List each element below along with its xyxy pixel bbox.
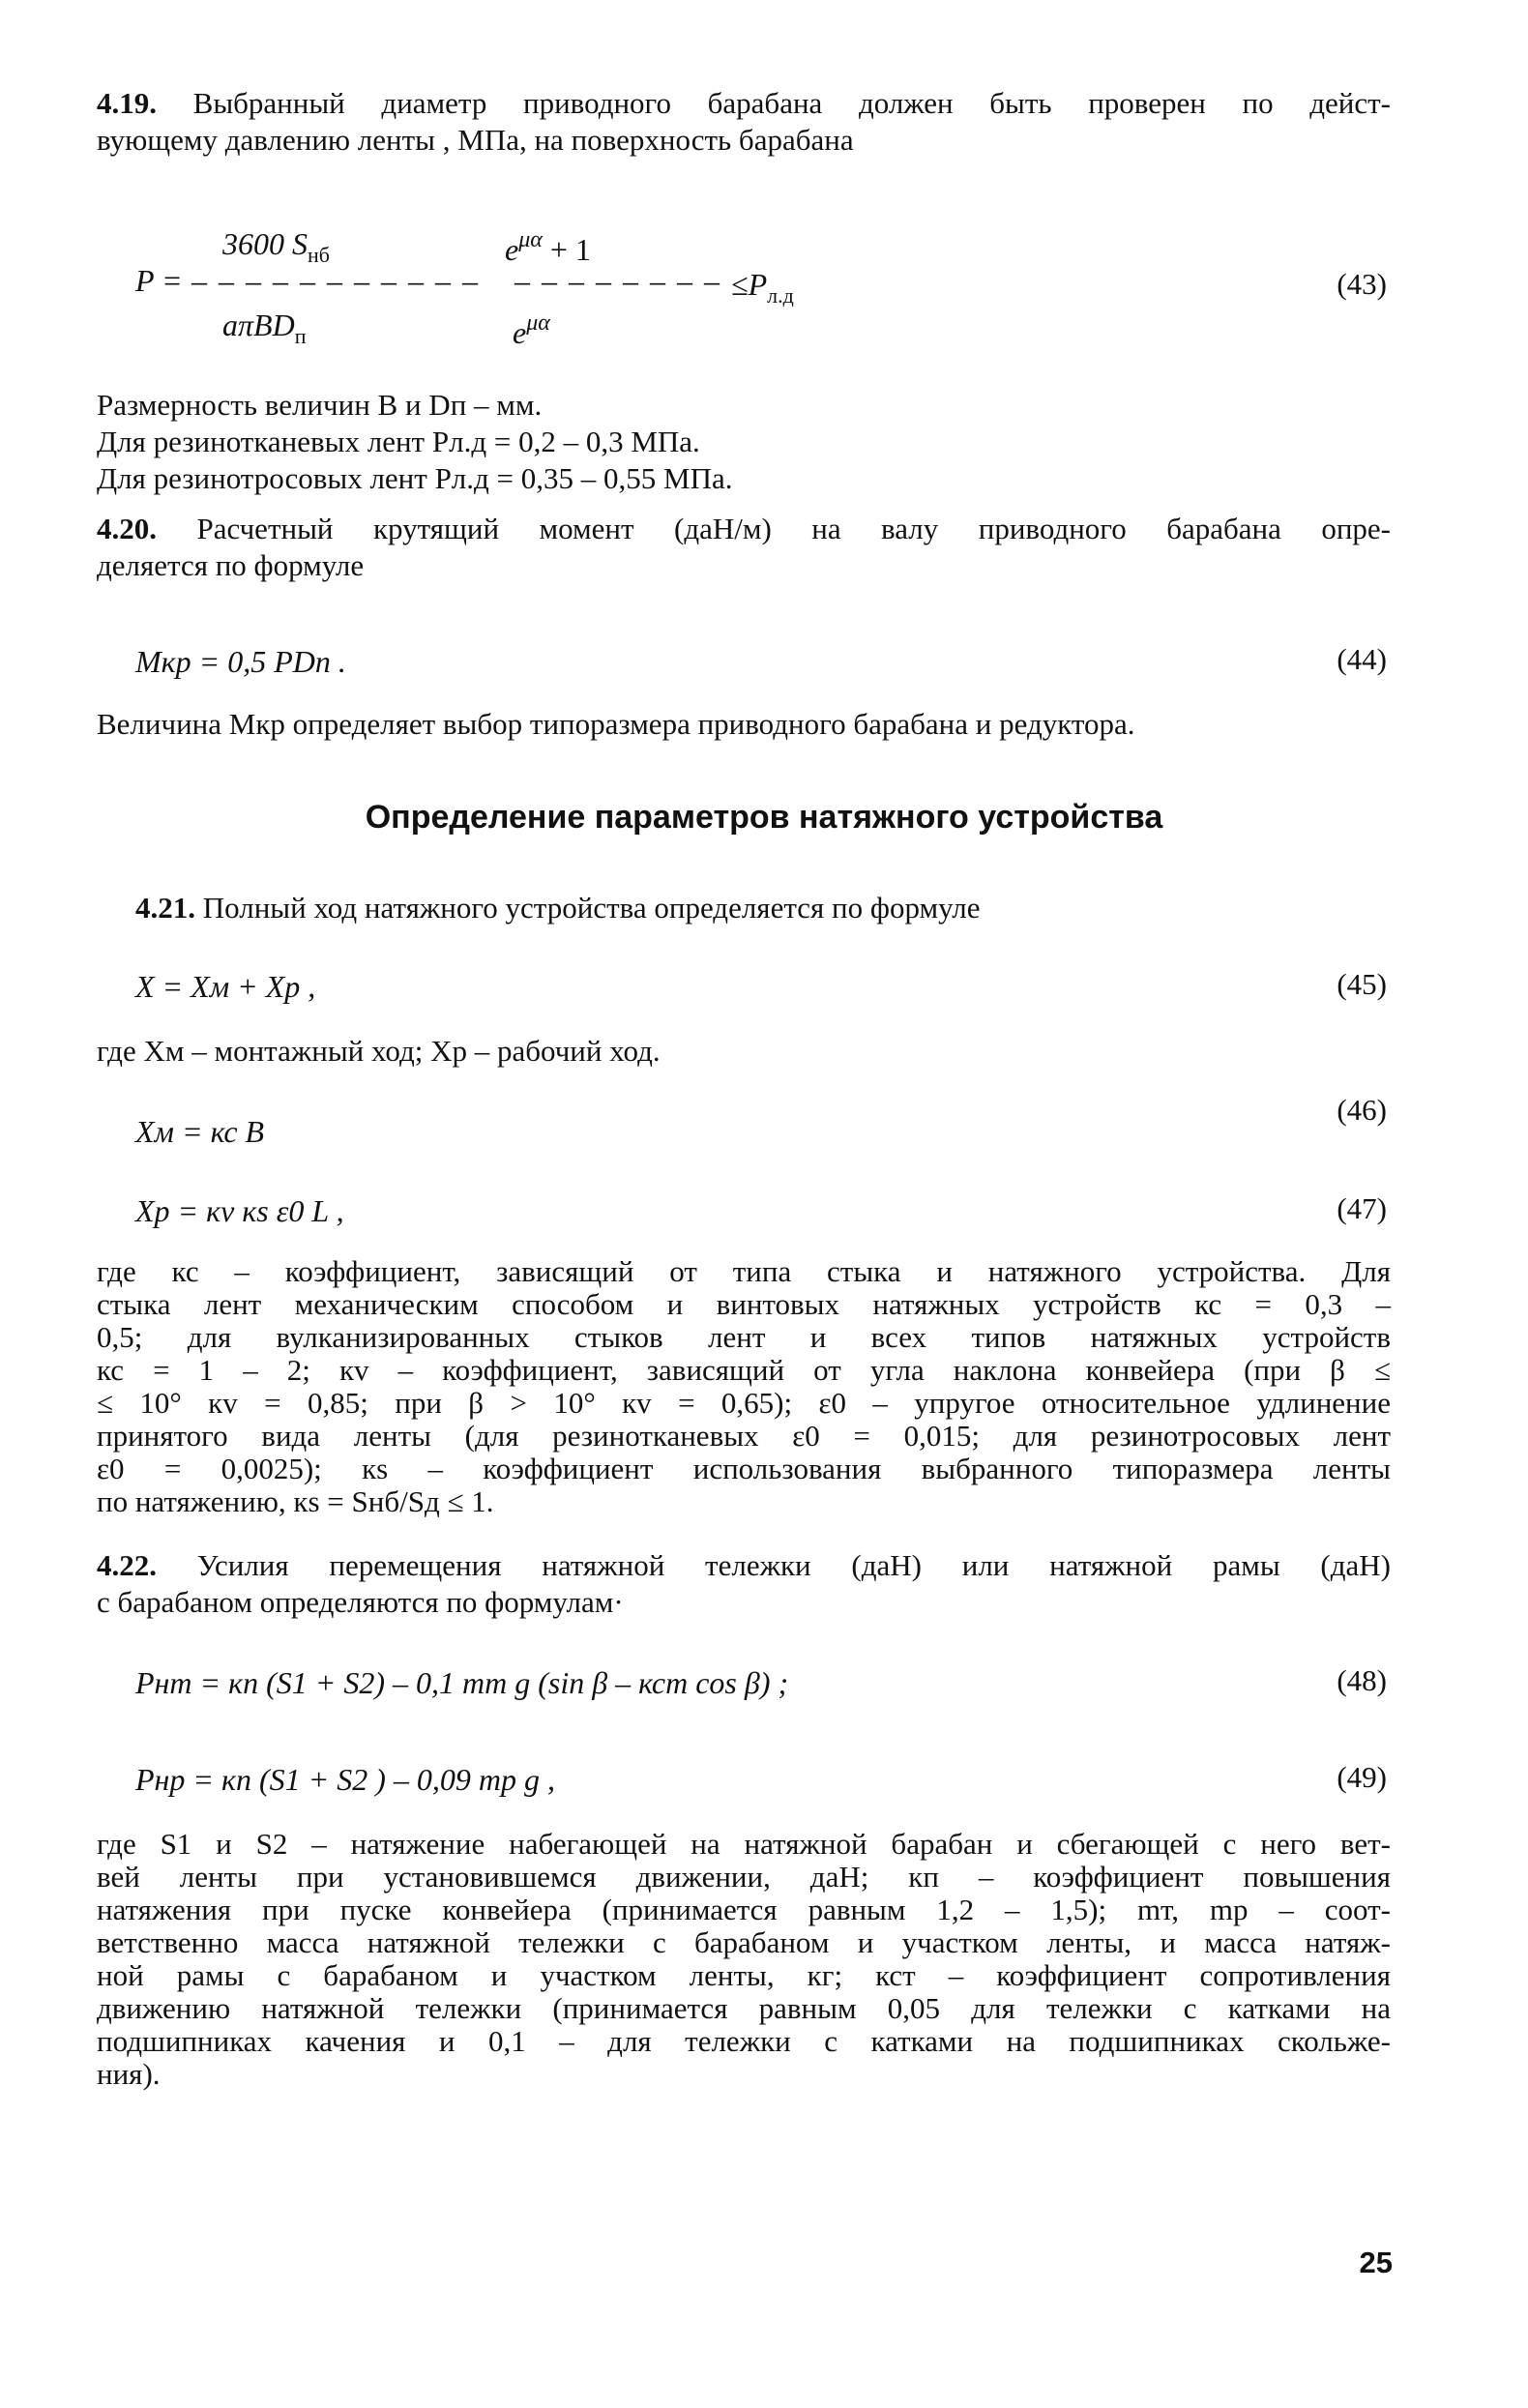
equation-number-48: (48)	[1337, 1663, 1387, 1697]
equation-number-44: (44)	[1337, 642, 1387, 676]
text-line: стыка лент механическим способом и винтовых натяжных устройств кс = 0,3 –	[97, 1287, 1391, 1321]
formula-47: Xр = кv кs ε0 L ,	[135, 1193, 344, 1228]
formula-49: Pнр = кп (S1 + S2 ) – 0,09 mр g ,	[135, 1762, 555, 1797]
text-line: принятого вида ленты (для резинотканевых ε0 = 0,015; для резинотросовых лент	[97, 1419, 1391, 1453]
units-line: Для резинотканевых лент Pл.д = 0,2 – 0,3 МПа.	[97, 425, 700, 458]
units-line: Для резинотросовых лент Pл.д = 0,35 – 0,55 МПа.	[97, 461, 733, 495]
formula-48: Pнт = кп (S1 + S2) – 0,1 mт g (sin β – кст cos β) ;	[135, 1665, 789, 1700]
where-45: где Xм – монтажный ход; Xр – рабочий ход.	[97, 1034, 661, 1068]
text-line: Усилия перемещения натяжной тележки (даН) или натяжной рамы (даН)	[196, 1548, 1391, 1582]
equation-number-47: (47)	[1337, 1191, 1387, 1225]
text-line: кс = 1 – 2; кv – коэффициент, зависящий от угла наклона конвейера (при β ≤	[97, 1353, 1391, 1387]
equation-number-45: (45)	[1337, 967, 1387, 1001]
formula-46: Xм = кс B	[135, 1114, 265, 1149]
paragraph-4-19	[97, 85, 1391, 159]
formula-44: Mкр = 0,5 PDп .	[135, 644, 346, 679]
text-line: с барабаном определяются по формулам·	[97, 1585, 624, 1619]
text-line: ветственно масса натяжной тележки с барабаном и участком ленты, и масса натяж-	[97, 1925, 1391, 1959]
text-line: ≤ 10° кv = 0,85; при β > 10° кv = 0,65); ε0 – упругое относительное удлинение	[97, 1386, 1391, 1420]
text-line: ной рамы с барабаном и участком ленты, кг; кст – коэффициент сопротивления	[97, 1958, 1391, 1992]
text-line: подшипниках качения и 0,1 – для тележки с катками на подшипниках скольже-	[97, 2024, 1391, 2058]
text-line: где кс – коэффициент, зависящий от типа стыка и натяжного устройства. Для	[97, 1254, 1391, 1288]
section-heading: Определение параметров натяжного устройства	[365, 799, 1163, 836]
where-47	[97, 1255, 1391, 1518]
mkr-note: Величина Mкр определяет выбор типоразмера приводного барабана и редуктора.	[97, 707, 1135, 741]
text-line: 0,5; для вулканизированных стыков лент и всех типов натяжных устройств	[97, 1320, 1391, 1354]
text-line: Выбранный диаметр приводного барабана должен быть проверен по дейст-	[192, 86, 1391, 120]
units-line: Размерность величин B и Dп – мм.	[97, 388, 543, 422]
item-number: 4.22.	[97, 1548, 157, 1582]
formula-43	[135, 226, 1393, 350]
text-line: вующему давлению ленты , МПа, на поверхность барабана	[97, 123, 854, 157]
units-block	[97, 387, 1391, 497]
f43-numerator-left: 3600 $S_{нб}$	[222, 226, 330, 267]
formula-45: X = Xм + Xр ,	[135, 969, 316, 1004]
text-line: натяжения при пуске конвейера (принимается равным 1,2 – 1,5); mт, mр – соот-	[97, 1893, 1391, 1926]
text-line: ε0 = 0,0025); кs – коэффициент использования выбранного типоразмера ленты	[97, 1452, 1391, 1485]
f43-numerator-right: $e^{\mu\alpha} + 1$	[505, 227, 591, 267]
f43-denominator-right: $e^{\mu\alpha}$	[513, 310, 550, 350]
f43-denominator-left: aπBD$_п$	[222, 308, 307, 348]
text-line: движению натяжной тележки (принимается равным 0,05 для тележки с катками на	[97, 1991, 1391, 2025]
equation-number-43: (43)	[1337, 267, 1387, 301]
text-line: где S1 и S2 – натяжение набегающей на натяжной барабан и сбегающей с него вет-	[97, 1827, 1391, 1861]
paragraph-4-21	[135, 890, 1391, 926]
text-line: деляется по формуле	[97, 548, 365, 582]
item-number: 4.19.	[97, 86, 157, 120]
equation-number-46: (46)	[1337, 1093, 1387, 1127]
page-number: 25	[1359, 2246, 1393, 2279]
f43-relation: $\le P_{л.д}$	[731, 267, 794, 308]
where-49	[97, 1828, 1391, 2091]
paragraph-4-20	[97, 511, 1391, 584]
text-line: по натяжению, кs = Sнб/Sд ≤ 1.	[97, 1484, 494, 1518]
f43-lhs: P =	[135, 263, 183, 298]
f43-dash-1: – – – – – – – – – – –	[191, 263, 480, 298]
text-line: Полный ход натяжного устройства определяется по формуле	[202, 891, 981, 925]
item-number: 4.21.	[135, 891, 195, 925]
f43-dash-2: – – – – – – – –	[514, 263, 721, 298]
text-line: Расчетный крутящий момент (даН/м) на валу приводного барабана опре-	[196, 512, 1391, 545]
equation-number-49: (49)	[1337, 1760, 1387, 1794]
paragraph-4-22	[97, 1547, 1391, 1621]
item-number: 4.20.	[97, 512, 157, 545]
text-line: вей ленты при установившемся движении, даН; кп – коэффициент повышения	[97, 1860, 1391, 1894]
text-line: ния).	[97, 2057, 161, 2091]
